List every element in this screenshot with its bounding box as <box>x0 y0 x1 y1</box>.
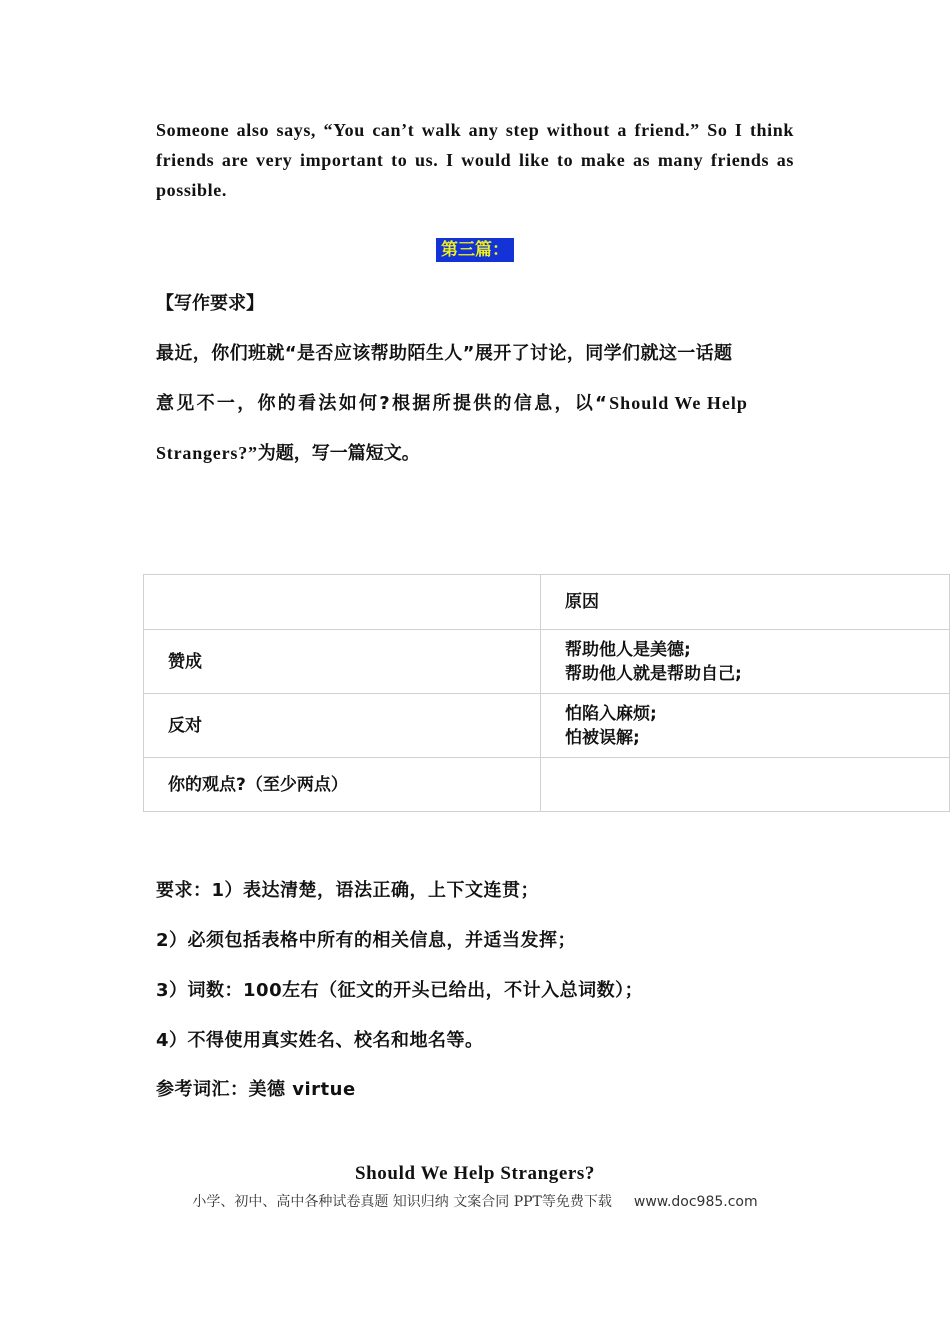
page-footer <box>0 1191 950 1211</box>
reason-line: 帮助他人是美德; <box>565 639 691 660</box>
requirement-2: 2）必须包括表格中所有的相关信息，并适当发挥； <box>156 930 577 951</box>
requirement-1: 要求：1）表达清楚，语法正确，上下文连贯； <box>156 880 540 901</box>
reason-line: 怕被误解; <box>565 727 640 748</box>
prompt-line-3-en: Strangers?” <box>156 443 258 463</box>
writing-requirements-title: 【写作要求】 <box>156 293 264 314</box>
prompt-line-2 <box>156 389 796 415</box>
prompt-line-2-en: Should We Help <box>609 393 748 413</box>
reason-line: 帮助他人就是帮助自己; <box>565 663 742 684</box>
essay-title: Should We Help Strangers? <box>354 1163 596 1184</box>
prompt-line-1: 最近，你们班就“是否应该帮助陌生人”展开了讨论，同学们就这一话题 <box>156 343 733 364</box>
footer-text: 小学、初中、高中各种试卷真题 知识归纳 文案合同 PPT等免费下载 <box>192 1194 612 1210</box>
table-header-row <box>144 575 950 630</box>
row-label-your-view: 你的观点?（至少两点） <box>144 758 541 812</box>
requirement-4: 4）不得使用真实姓名、校名和地名等。 <box>156 1030 484 1051</box>
reference-vocab: 参考词汇：美德 virtue <box>156 1079 356 1100</box>
row-label-oppose: 反对 <box>144 694 541 758</box>
reason-line: 怕陷入麻烦; <box>565 703 657 724</box>
table-header-empty <box>144 575 541 630</box>
table-row <box>144 630 950 694</box>
section-heading: 第三篇： <box>436 238 514 262</box>
table-header-reason: 原因 <box>541 575 950 630</box>
row-reasons-oppose <box>541 694 950 758</box>
table-row <box>144 758 950 812</box>
footer-url[interactable]: www.doc985.com <box>633 1194 758 1210</box>
prompt-line-3 <box>156 439 796 465</box>
prompt-line-2-zh: 意见不一，你的看法如何?根据所提供的信息，以“ <box>156 393 610 414</box>
prompt-line-3-zh: 为题，写一篇短文。 <box>257 443 420 464</box>
row-reasons-your-view <box>541 758 950 812</box>
requirement-3: 3）词数：100左右（征文的开头已给出，不计入总词数）； <box>156 980 644 1001</box>
intro-paragraph: Someone also says, “You can’t walk any step without a friend.” So I think friends are very important to us. I would like to make as many friends as possible. <box>156 120 794 200</box>
table-row <box>144 694 950 758</box>
row-reasons-support <box>541 630 950 694</box>
row-label-support: 赞成 <box>144 630 541 694</box>
opinion-table <box>143 574 950 812</box>
